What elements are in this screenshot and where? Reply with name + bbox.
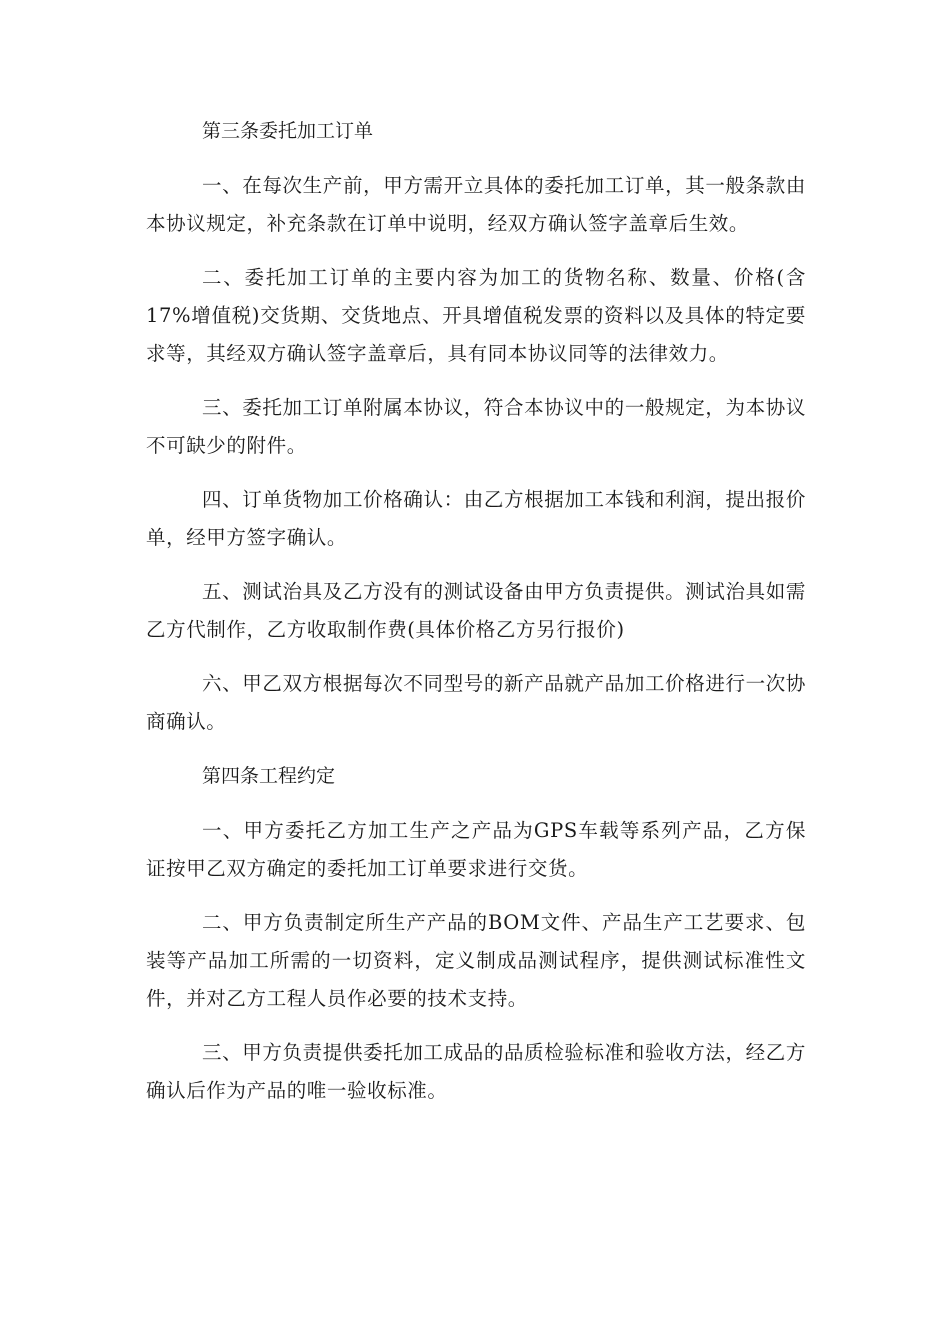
article-3-clause-6: 六、甲乙双方根据每次不同型号的新产品就产品加工价格进行一次协商确认。 xyxy=(146,672,806,733)
article-3-clause-4: 四、订单货物加工价格确认：由乙方根据加工本钱和利润，提出报价单，经甲方签字确认。 xyxy=(146,488,806,549)
article-3-clause-5: 五、测试治具及乙方没有的测试设备由甲方负责提供。测试治具如需乙方代制作，乙方收取制作费(具体价格乙方另行报价) xyxy=(146,580,806,641)
article-3-clause-3: 三、委托加工订单附属本协议，符合本协议中的一般规定，为本协议不可缺少的附件。 xyxy=(146,396,806,457)
article-4-clause-1: 一、甲方委托乙方加工生产之产品为GPS车载等系列产品，乙方保证按甲乙双方确定的委托加工订单要求进行交货。 xyxy=(146,819,806,880)
article-4-clause-3: 三、甲方负责提供委托加工成品的品质检验标准和验收方法，经乙方确认后作为产品的唯一验收标准。 xyxy=(146,1041,806,1102)
article-4-clause-2: 二、甲方负责制定所生产产品的BOM文件、产品生产工艺要求、包装等产品加工所需的一切资料，定义制成品测试程序，提供测试标准性文件，并对乙方工程人员作必要的技术支持。 xyxy=(146,911,806,1010)
article-3-clause-2: 二、委托加工订单的主要内容为加工的货物名称、数量、价格(含17%增值税)交货期、交货地点、开具增值税发票的资料以及具体的特定要求等，其经双方确认签字盖章后，具有同本协议同等的法律效力。 xyxy=(146,266,806,365)
article-4-heading: 第四条工程约定 xyxy=(202,765,336,787)
article-3-heading: 第三条委托加工订单 xyxy=(202,120,374,142)
document-page xyxy=(146,112,806,1110)
article-3-clause-1: 一、在每次生产前，甲方需开立具体的委托加工订单，其一般条款由本协议规定，补充条款在订单中说明，经双方确认签字盖章后生效。 xyxy=(146,174,806,235)
